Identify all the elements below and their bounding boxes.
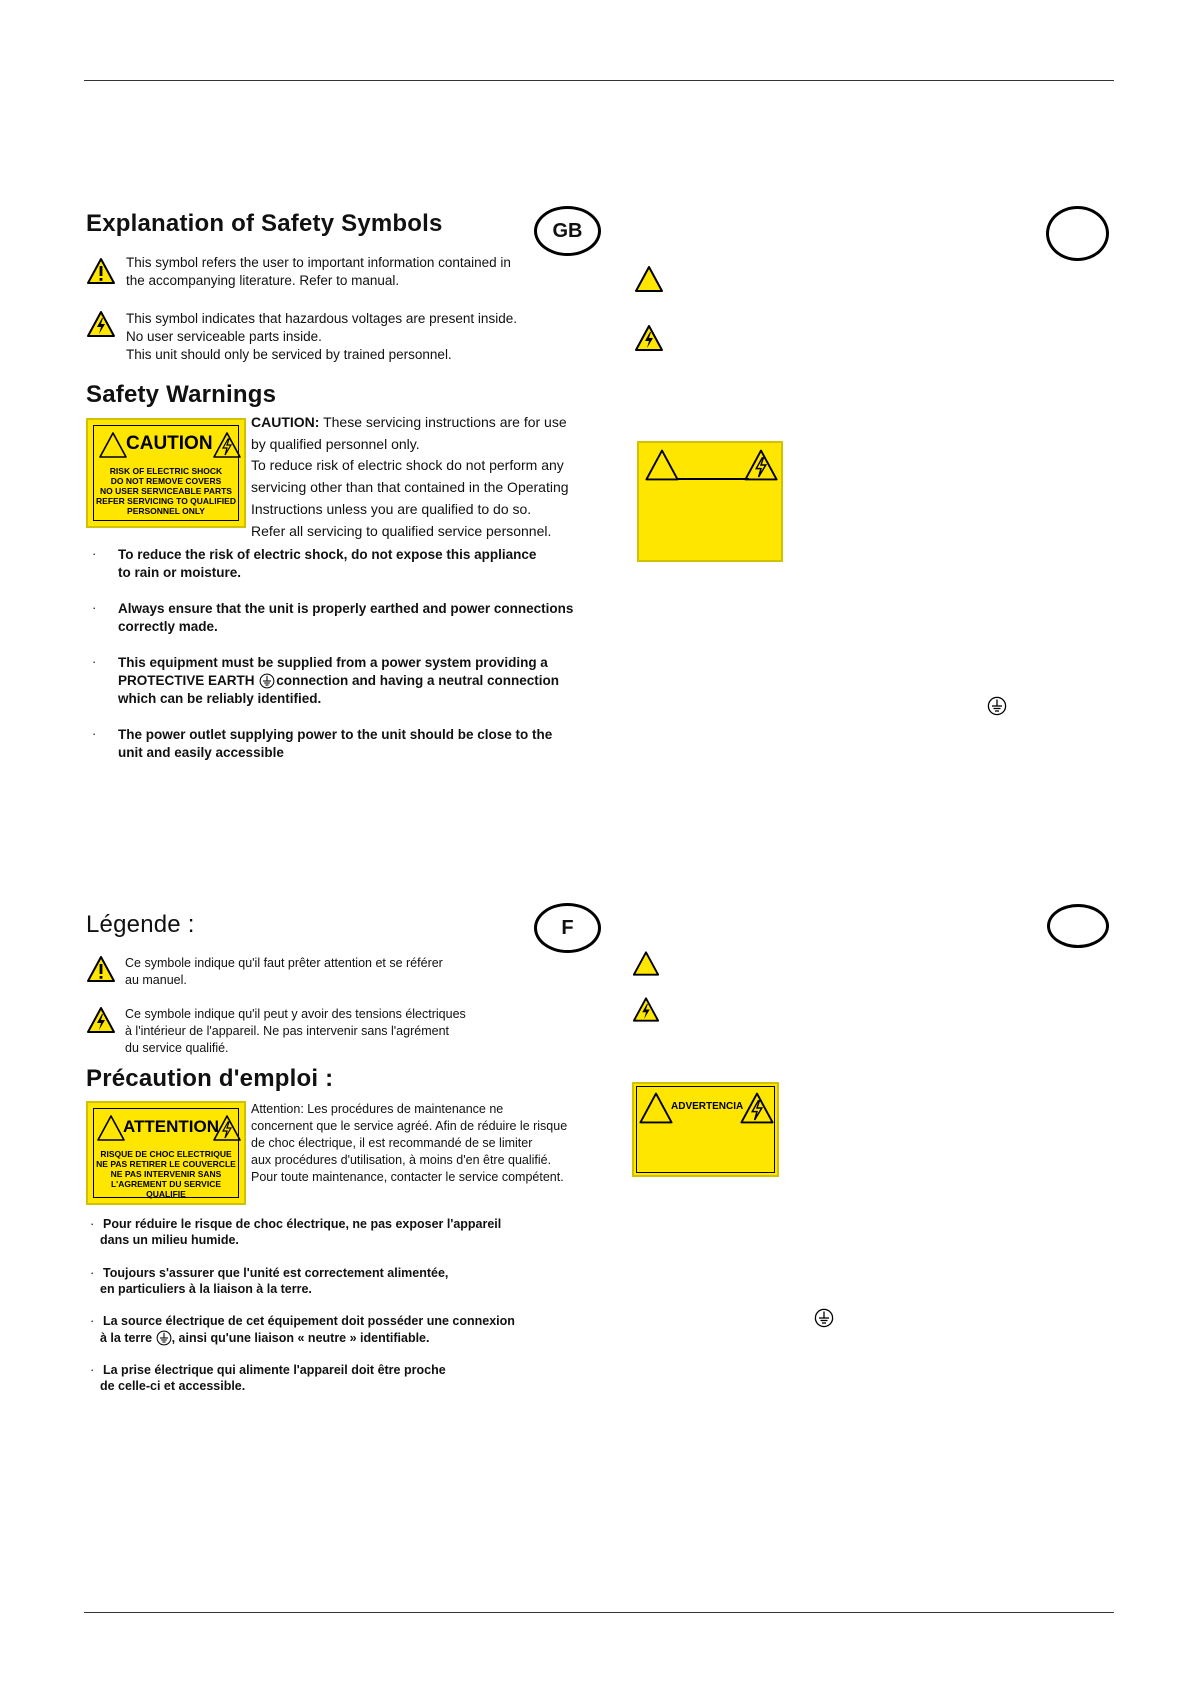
f-attention-text [251, 1101, 567, 1186]
warning-triangle-icon [96, 1113, 126, 1143]
gb-caution-lead: CAUTION: [251, 414, 320, 430]
gb-bullet-line: This equipment must be supplied from a power system providing a [118, 655, 548, 670]
gb-warnings-title: Safety Warnings [86, 381, 277, 408]
lightning-triangle-icon [86, 1006, 116, 1034]
gb-caution-line: These servicing instructions are for use [319, 414, 567, 430]
f-bullet-line: en particuliers à la liaison à la terre. [100, 1282, 312, 1296]
gb-bullet-line: Always ensure that the unit is properly earthed and power connections [118, 601, 574, 616]
f-attention-label-line: RISQUE DE CHOC ELECTRIQUE [100, 1149, 232, 1159]
f-language-badge [534, 903, 601, 953]
f-bullet-line: à la terre [100, 1331, 156, 1345]
f-attention-label-line: L'AGREMENT DU SERVICE [110, 1179, 221, 1189]
f-attention-label-title: ATTENTION [123, 1117, 220, 1136]
warning-triangle-icon [638, 1091, 674, 1125]
gb-symbol1-line2: the accompanying literature. Refer to manual. [126, 273, 400, 288]
gb-symbol2-line1: This symbol indicates that hazardous voltages are present inside. [126, 311, 517, 326]
f-attention-label [86, 1101, 246, 1205]
f-attention-label-line: NE PAS RETIRER LE COUVERCLE [96, 1159, 236, 1169]
warning-triangle-icon [98, 430, 128, 460]
gb-title: Explanation of Safety Symbols [86, 210, 443, 237]
gb-symbol1-line1: This symbol refers the user to important information contained in [126, 255, 511, 270]
gb-bullet-1 [118, 546, 536, 582]
gb-caution-line: To reduce risk of electric shock do not perform any [251, 457, 564, 474]
f-bullet-line: , ainsi qu'une liaison « neutre » identifiable. [171, 1331, 430, 1345]
gb-bullet-3 [118, 654, 559, 708]
warning-triangle-icon [86, 955, 116, 983]
f-symbol1-line: au manuel. [125, 973, 187, 987]
f-bullet-3 [100, 1313, 515, 1347]
bullet-mark: · [90, 1313, 95, 1328]
lightning-triangle-icon [212, 1113, 242, 1143]
gb-bullet-2 [118, 600, 573, 636]
bullet-mark: · [92, 600, 97, 615]
f-symbol1-line: Ce symbole indique qu'il faut prêter attention et se référer [125, 956, 443, 970]
f-bullet-line: de celle-ci et accessible. [100, 1379, 246, 1393]
bullet-mark: · [90, 1362, 95, 1377]
f-warnings-title: Précaution d'emploi : [86, 1065, 334, 1092]
gb-symbol1-text [126, 254, 511, 290]
f-attention-label-line: QUALIFIE [146, 1189, 186, 1199]
gb-caution-label-line: RISK OF ELECTRIC SHOCK [109, 466, 223, 476]
gb-caution-label-line: REFER SERVICING TO QUALIFIED [96, 496, 236, 506]
f-attention-line: de choc électrique, il est recommandé de se limiter [251, 1136, 533, 1150]
f-attention-line: Attention: Les procédures de maintenance ne [251, 1102, 504, 1116]
right-bottom-warning-label [632, 1082, 779, 1177]
label-divider [677, 478, 749, 480]
bullet-mark: · [90, 1216, 95, 1231]
gb-symbol2-line3: This unit should only be serviced by trained personnel. [126, 347, 452, 362]
advertencia-label-title: ADVERTENCIA [671, 1101, 744, 1112]
right-top-language-badge [1046, 206, 1109, 261]
lightning-triangle-icon [86, 310, 116, 338]
warning-triangle-icon [86, 257, 116, 285]
f-symbol2-line: du service qualifié. [125, 1041, 229, 1055]
gb-bullet-line: unit and easily accessible [118, 745, 284, 760]
f-bullet-2 [100, 1265, 448, 1297]
lightning-triangle-icon [743, 448, 779, 482]
top-rule [84, 80, 1114, 81]
f-attention-line: concernent que le service agréé. Afin de réduire le risque [251, 1119, 568, 1133]
protective-earth-icon [156, 1330, 172, 1346]
warning-triangle-icon [632, 950, 660, 977]
f-bullet-line: Pour réduire le risque de choc électrique, ne pas exposer l'appareil [103, 1217, 502, 1231]
gb-bullet-4 [118, 726, 552, 762]
gb-language-badge [534, 206, 601, 256]
f-attention-line: aux procédures d'utilisation, à moins d'en être qualifié. [251, 1153, 552, 1167]
bullet-mark: · [90, 1265, 95, 1280]
gb-caution-text [251, 412, 569, 542]
f-badge-label: F [561, 916, 574, 939]
f-title: Légende : [86, 911, 195, 938]
f-bullet-4 [100, 1362, 446, 1394]
gb-caution-label [86, 418, 246, 528]
f-symbol1-text [125, 955, 443, 989]
gb-bullet-line: The power outlet supplying power to the unit should be close to the [118, 727, 553, 742]
gb-caution-label-lines [88, 466, 244, 516]
gb-symbol2-text [126, 310, 517, 364]
f-symbol2-text [125, 1006, 466, 1057]
gb-bullet-line: correctly made. [118, 619, 218, 634]
protective-earth-icon [259, 673, 275, 689]
f-attention-label-line: NE PAS INTERVENIR SANS [110, 1169, 222, 1179]
gb-bullet-line: which can be reliably identified. [118, 691, 322, 706]
right-top-warning-label [637, 441, 783, 562]
f-symbol2-line: Ce symbole indique qu'il peut y avoir des tensions électriques [125, 1007, 466, 1021]
lightning-triangle-icon [739, 1091, 775, 1125]
bullet-mark: · [92, 654, 97, 669]
f-attention-line: Pour toute maintenance, contacter le service compétent. [251, 1170, 564, 1184]
gb-bullet-line: To reduce the risk of electric shock, do not expose this appliance [118, 547, 537, 562]
gb-caution-line: servicing other than that contained in the Operating [251, 479, 569, 496]
f-bullet-line: La prise électrique qui alimente l'appareil doit être proche [103, 1363, 446, 1377]
bullet-mark: · [92, 546, 97, 561]
bottom-rule [84, 1612, 1114, 1613]
bullet-mark: · [92, 726, 97, 741]
right-bottom-language-badge [1047, 904, 1109, 948]
gb-caution-label-title: CAUTION [126, 433, 213, 454]
lightning-triangle-icon [634, 323, 664, 353]
f-bullet-1 [100, 1216, 501, 1248]
warning-triangle-icon [644, 448, 680, 482]
gb-caution-line: by qualified personnel only. [251, 435, 420, 452]
lightning-triangle-icon [212, 430, 242, 460]
f-symbol2-line: à l'intérieur de l'appareil. Ne pas intervenir sans l'agrément [125, 1024, 449, 1038]
gb-bullet-line: to rain or moisture. [118, 565, 242, 580]
lightning-triangle-icon [632, 996, 660, 1023]
f-attention-label-lines [88, 1149, 244, 1199]
gb-symbol2-line2: No user serviceable parts inside. [126, 329, 322, 344]
gb-badge-label: GB [552, 219, 583, 242]
gb-caution-line: Instructions unless you are qualified to do so. [251, 500, 532, 517]
gb-bullet-line: connection and having a neutral connection [276, 673, 560, 688]
protective-earth-icon [814, 1308, 834, 1328]
f-bullet-line: Toujours s'assurer que l'unité est correctement alimentée, [103, 1266, 449, 1280]
gb-caution-label-line: PERSONNEL ONLY [127, 506, 205, 516]
gb-caution-label-line: DO NOT REMOVE COVERS [110, 476, 222, 486]
protective-earth-icon [987, 696, 1007, 716]
f-bullet-line: La source électrique de cet équipement doit posséder une connexion [103, 1314, 515, 1328]
gb-caution-line: Refer all servicing to qualified service personnel. [251, 522, 552, 539]
gb-caution-label-line: NO USER SERVICEABLE PARTS [100, 486, 232, 496]
gb-bullet-line: PROTECTIVE EARTH [118, 673, 259, 688]
f-bullet-line: dans un milieu humide. [100, 1233, 239, 1247]
warning-triangle-icon [634, 264, 664, 294]
